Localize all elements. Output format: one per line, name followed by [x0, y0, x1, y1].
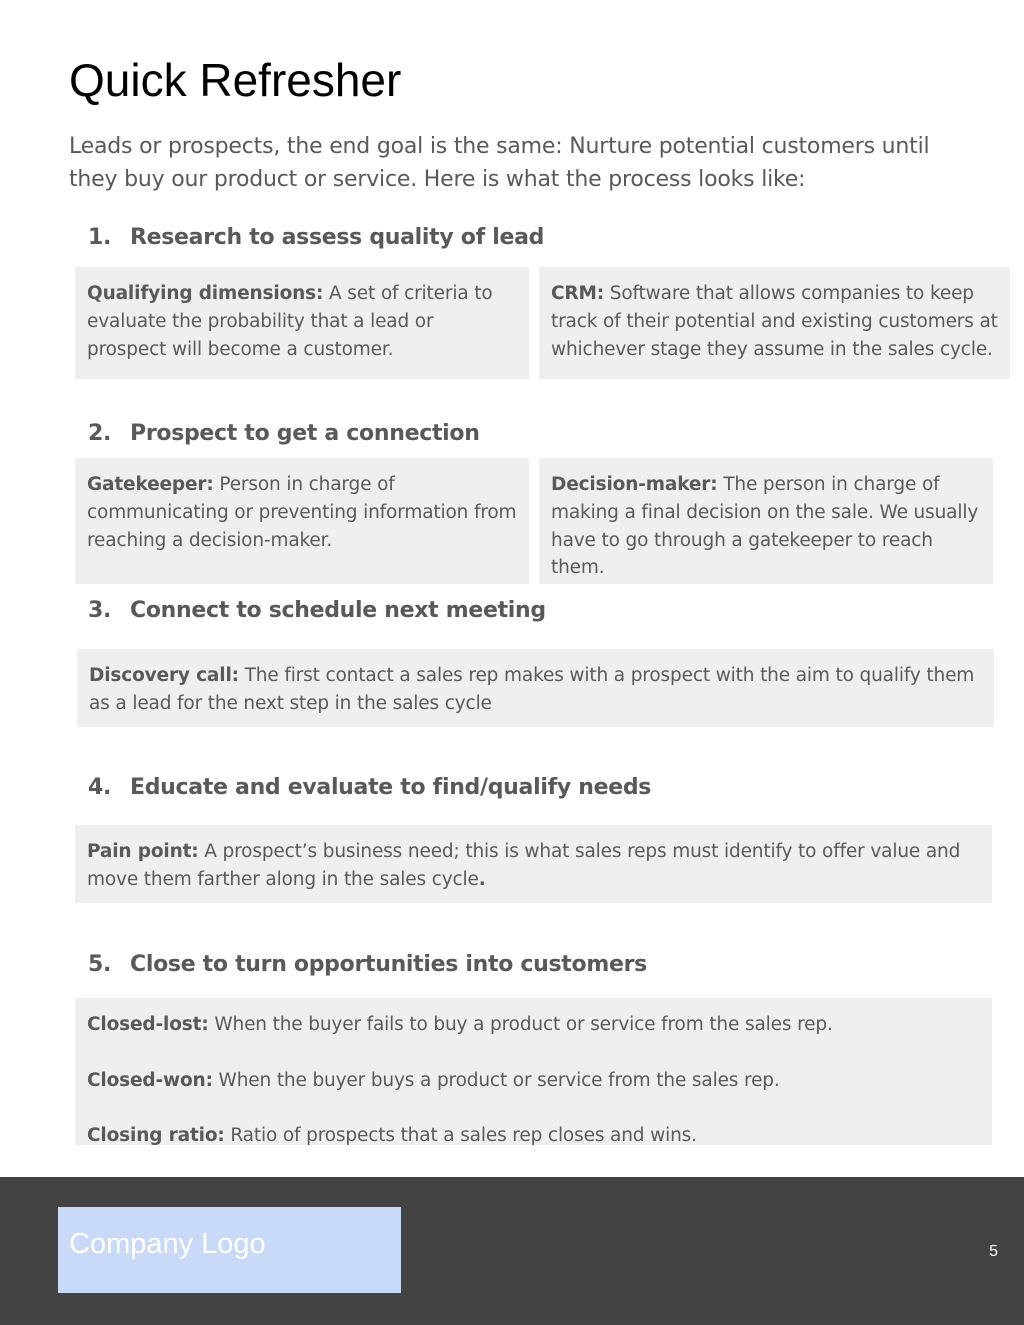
page-number: 5	[989, 1243, 998, 1260]
step-3-heading	[88, 596, 546, 626]
step-number: 2.	[88, 421, 112, 446]
step-number: 5.	[88, 952, 112, 977]
term-trailing-period: .	[478, 868, 486, 890]
definition-closed-lost	[87, 1011, 980, 1039]
definition-box-discovery-call	[77, 649, 994, 727]
step-number: 4.	[88, 775, 112, 800]
term-label: Closed-lost:	[87, 1014, 209, 1035]
page-footer	[0, 1177, 1024, 1325]
term-label: Closing ratio:	[87, 1125, 225, 1147]
page-title: Quick Refresher	[69, 54, 402, 106]
term-definition: The first contact a sales rep makes with a prospect with the aim to qualify them as a lead for the next step in the sales cycle	[89, 665, 975, 714]
step-number: 1.	[88, 225, 112, 250]
company-logo-placeholder: Company Logo	[58, 1207, 401, 1293]
term-label: Qualifying dimensions:	[87, 283, 324, 304]
definition-closed-won	[87, 1067, 980, 1095]
step-title: Prospect to get a connection	[130, 421, 480, 446]
term-label: Closed-won:	[87, 1069, 213, 1091]
step-number: 3.	[88, 598, 112, 623]
definition-box-decision-maker	[539, 458, 993, 584]
term-label: CRM:	[551, 283, 605, 304]
term-definition: Software that allows companies to keep track of their potential and existing customers at whichever stage they assume in the sales cycle.	[551, 283, 998, 360]
definition-box-qualifying-dimensions	[75, 267, 529, 379]
term-label: Gatekeeper:	[87, 474, 214, 495]
term-definition: When the buyer buys a product or service from the sales rep.	[212, 1069, 780, 1091]
step-title: Close to turn opportunities into customers	[130, 952, 647, 977]
step-4-heading	[88, 773, 651, 803]
term-label: Discovery call:	[89, 665, 239, 686]
term-label: Decision-maker:	[551, 474, 718, 495]
step-title: Connect to schedule next meeting	[130, 598, 546, 623]
definition-closing-ratio	[87, 1122, 980, 1150]
step-title: Research to assess quality of lead	[130, 225, 545, 250]
term-definition: When the buyer fails to buy a product or service from the sales rep.	[208, 1014, 833, 1035]
step-title: Educate and evaluate to find/qualify needs	[130, 775, 652, 800]
definition-box-pain-point	[75, 825, 992, 903]
term-definition: Ratio of prospects that a sales rep closes and wins.	[224, 1125, 697, 1147]
definition-box-gatekeeper	[75, 458, 529, 584]
definition-box-closing-terms	[75, 998, 992, 1145]
definition-box-crm	[539, 267, 1010, 379]
step-1-heading	[88, 223, 544, 253]
term-label: Pain point:	[87, 841, 199, 862]
step-2-heading	[88, 419, 480, 449]
term-definition: A set of criteria to evaluate the probability that a lead or prospect will become a customer.	[87, 283, 493, 360]
term-definition: A prospect’s business need; this is what sales reps must identify to offer value and move them farther along in the sales cycle	[87, 841, 961, 890]
step-5-heading	[88, 950, 647, 980]
term-definition: Person in charge of communicating or preventing information from reaching a decision-maker.	[87, 474, 517, 551]
term-definition: The person in charge of making a final decision on the sale. We usually have to go through a gatekeeper to reach them.	[551, 474, 979, 579]
intro-paragraph: Leads or prospects, the end goal is the same: Nurture potential customers until they buy our product or service. Here is what the process looks like:	[69, 134, 930, 192]
